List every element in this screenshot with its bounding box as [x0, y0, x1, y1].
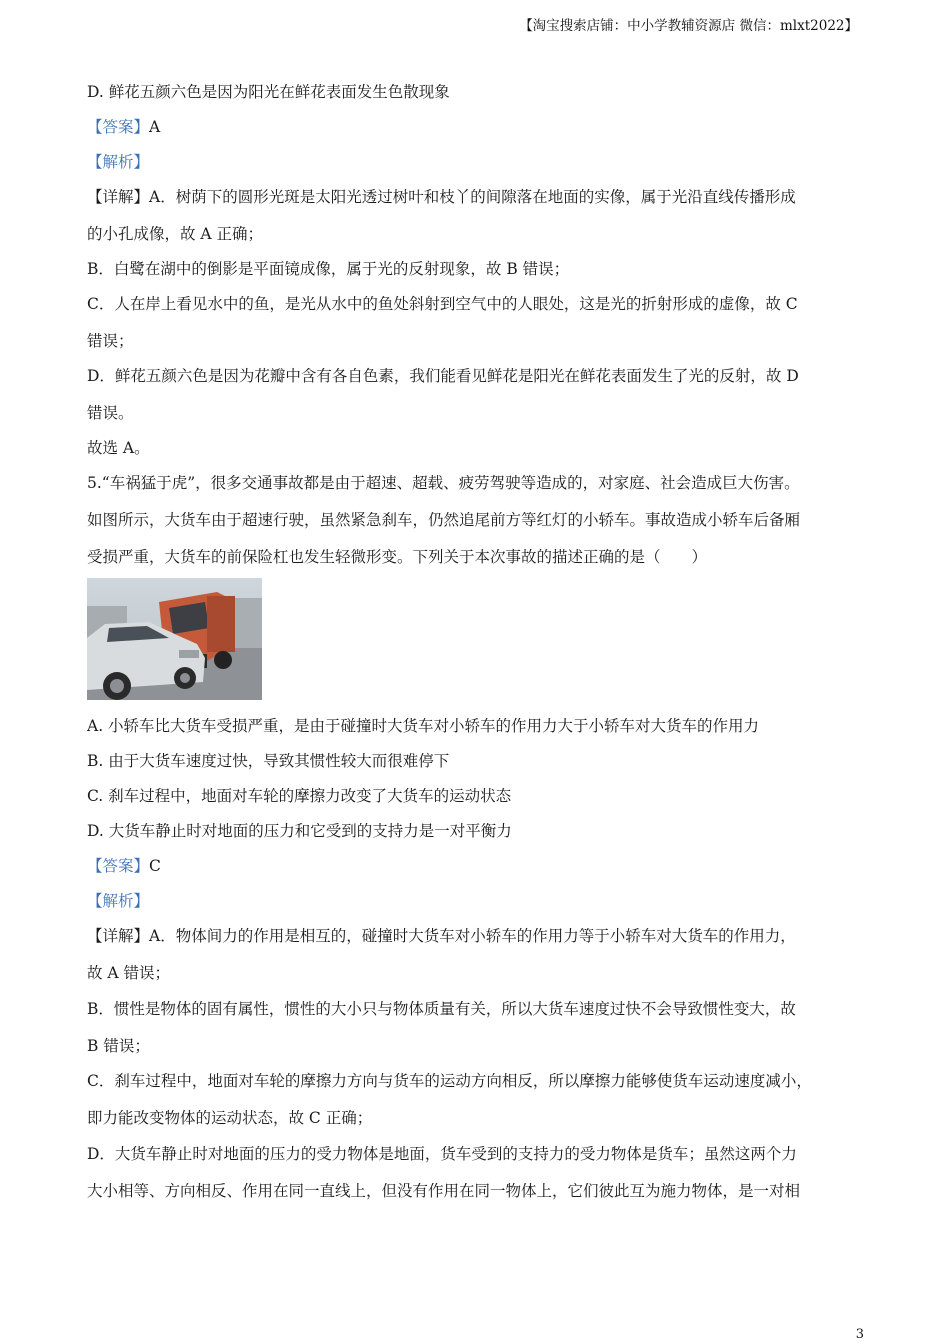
q5-explain-line: B 错误；	[87, 1037, 150, 1055]
q5-stem-line: 5.“车祸猛于虎”，很多交通事故都是由于超速、超载、疲劳驾驶等造成的，对家庭、社会造成巨大伤害。	[87, 474, 800, 492]
q5-explain-line: 故 A 错误；	[87, 964, 171, 982]
q4-explain-line: B．白鹭在湖中的倒影是平面镜成像，属于光的反射现象，故 B 错误；	[87, 260, 570, 278]
shop-header: 【淘宝搜索店铺：中小学教辅资源店 微信：mlxt2022】	[519, 18, 858, 34]
q5-analysis-tag: 【解析】	[87, 892, 150, 910]
q5-stem-line: 如图所示，大货车由于超速行驶，虽然紧急刹车，仍然追尾前方等红灯的小轿车。事故造成小轿车后备厢	[87, 511, 801, 529]
q4-explain-line: 错误。	[87, 404, 134, 422]
accident-photo	[87, 578, 262, 700]
q5-option-c: C. 刹车过程中，地面对车轮的摩擦力改变了大货车的运动状态	[87, 787, 512, 805]
q4-explain-line: C．人在岸上看见水中的鱼，是光从水中的鱼处斜射到空气中的人眼处，这是光的折射形成的虚像，故 C	[87, 295, 798, 313]
q4-analysis-tag: 【解析】	[87, 153, 150, 171]
page-number: 3	[855, 1327, 864, 1342]
q4-explain-line: 的小孔成像，故 A 正确；	[87, 225, 264, 243]
answer-tag: 【答案】	[87, 118, 150, 136]
q5-option-d: D. 大货车静止时对地面的压力和它受到的支持力是一对平衡力	[87, 822, 512, 840]
q5-answer	[87, 856, 161, 876]
q5-option-a: A. 小轿车比大货车受损严重，是由于碰撞时大货车对小轿车的作用力大于小轿车对大货车的作用力	[87, 717, 760, 735]
answer-value: A	[149, 118, 161, 136]
q5-explain-line: B．惯性是物体的固有属性，惯性的大小只与物体质量有关，所以大货车速度过快不会导致惯性变大，故	[87, 1000, 796, 1018]
answer-value: C	[149, 857, 161, 875]
q5-explain-line: 大小相等、方向相反、作用在同一直线上，但没有作用在同一物体上，它们彼此互为施力物体，是一对相	[87, 1182, 801, 1200]
q4-conclusion: 故选 A。	[87, 439, 150, 457]
q4-option-d: D. 鲜花五颜六色是因为阳光在鲜花表面发生色散现象	[87, 83, 450, 101]
q5-stem-line: 受损严重，大货车的前保险杠也发生轻微形变。下列关于本次事故的描述正确的是（ ）	[87, 548, 708, 566]
q5-explain-line: 【详解】A．物体间力的作用是相互的，碰撞时大货车对小轿车的作用力等于小轿车对大货车的作用力，	[87, 927, 796, 945]
q4-explain-line: 错误；	[87, 332, 134, 350]
q5-explain-line: 即力能改变物体的运动状态，故 C 正确；	[87, 1109, 373, 1127]
q4-explain-line: 【详解】A．树荫下的圆形光斑是太阳光透过树叶和枝丫的间隙落在地面的实像，属于光沿直线传播形成	[87, 188, 796, 206]
q4-answer	[87, 117, 160, 137]
q5-explain-line: D．大货车静止时对地面的压力的受力物体是地面，货车受到的支持力的受力物体是货车；虽然这两个力	[87, 1145, 797, 1163]
q5-option-b: B. 由于大货车速度过快，导致其惯性较大而很难停下	[87, 752, 450, 770]
q5-explain-line: C．刹车过程中，地面对车轮的摩擦力方向与货车的运动方向相反，所以摩擦力能够使货车运动速度减小，	[87, 1072, 812, 1090]
q4-explain-line: D．鲜花五颜六色是因为花瓣中含有各自色素，我们能看见鲜花是阳光在鲜花表面发生了光的反射，故 D	[87, 367, 799, 385]
answer-tag: 【答案】	[87, 857, 150, 875]
